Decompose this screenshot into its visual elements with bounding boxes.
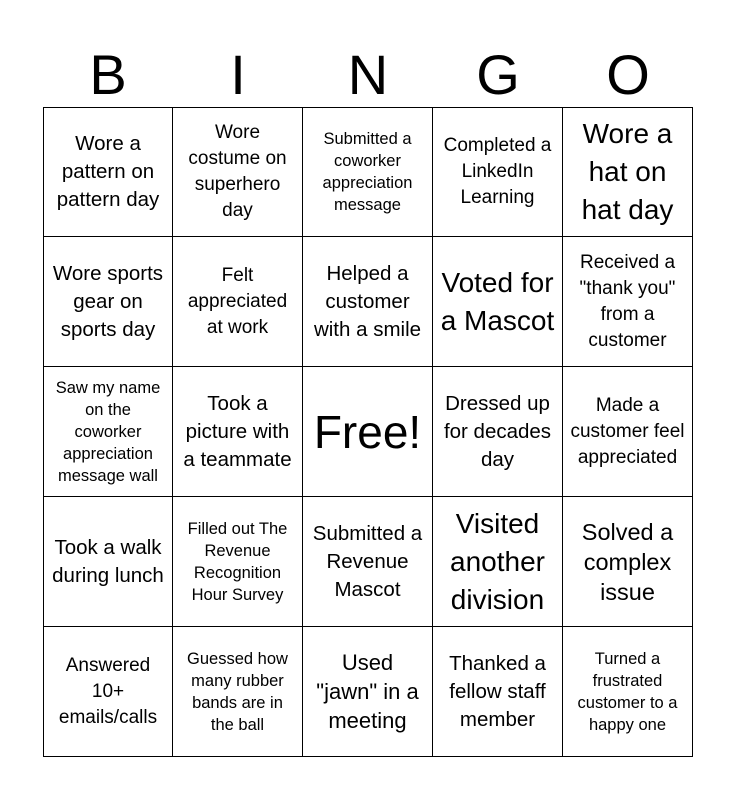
bingo-cell[interactable] (433, 367, 563, 497)
header-letter-i: I (230, 43, 246, 106)
bingo-cell-text: Filled out The Revenue Recognition Hour Survey (187, 519, 288, 604)
bingo-card-grid (43, 107, 693, 757)
bingo-cell[interactable] (563, 107, 693, 237)
bingo-cell-text: Used "jawn" in a meeting (316, 650, 419, 733)
bingo-cell-text: Dressed up for decades day (443, 391, 552, 471)
bingo-cell[interactable] (173, 107, 303, 237)
bingo-cell[interactable] (563, 627, 693, 757)
bingo-cell-text: Answered 10+ emails/calls (58, 654, 158, 728)
bingo-cell-text: Received a "thank you" from a customer (579, 251, 676, 351)
bingo-cell[interactable] (433, 107, 563, 237)
bingo-cell-text: Felt appreciated at work (187, 264, 288, 338)
bingo-cell[interactable] (433, 497, 563, 627)
bingo-cell-text: Took a picture with a teammate (183, 391, 292, 471)
free-space-cell[interactable] (303, 367, 433, 497)
header-letter-b: B (89, 43, 127, 106)
header-letter-o: O (606, 43, 650, 106)
bingo-cell[interactable] (303, 107, 433, 237)
bingo-cell-text: Turned a frustrated customer to a happy one (577, 649, 678, 734)
bingo-cell[interactable] (303, 497, 433, 627)
bingo-cell-text: Thanked a fellow staff member (449, 651, 546, 731)
bingo-cell-text: Took a walk during lunch (52, 535, 164, 587)
bingo-header (43, 44, 693, 106)
bingo-cell[interactable] (173, 237, 303, 367)
bingo-cell-text: Completed a LinkedIn Learning (443, 135, 552, 208)
bingo-cell[interactable] (563, 497, 693, 627)
free-space-text: Free! (313, 405, 422, 458)
bingo-cell[interactable] (43, 367, 173, 497)
bingo-cell[interactable] (563, 367, 693, 497)
bingo-cell-text: Wore a pattern on pattern day (56, 132, 160, 211)
bingo-cell-text: Voted for a Mascot (440, 266, 555, 336)
bingo-cell[interactable] (173, 497, 303, 627)
bingo-cell[interactable] (173, 367, 303, 497)
bingo-cell[interactable] (173, 627, 303, 757)
bingo-cell[interactable] (43, 107, 173, 237)
bingo-cell[interactable] (303, 237, 433, 367)
bingo-cell[interactable] (43, 627, 173, 757)
header-letter-g: G (476, 43, 520, 106)
bingo-cell-text: Saw my name on the coworker appreciation message wall (55, 378, 161, 485)
bingo-cell[interactable] (43, 497, 173, 627)
bingo-cell-text: Made a customer feel appreciated (570, 394, 685, 468)
bingo-cell[interactable] (433, 627, 563, 757)
header-letter-n: N (347, 43, 389, 106)
bingo-cell-text: Guessed how many rubber bands are in the ball (187, 649, 288, 734)
bingo-cell-text: Wore sports gear on sports day (52, 261, 164, 341)
bingo-cell-text: Helped a customer with a smile (313, 261, 422, 341)
bingo-cell-text: Submitted a coworker appreciation message (322, 130, 413, 214)
bingo-cell[interactable] (303, 627, 433, 757)
bingo-cell-text: Visited another division (450, 507, 545, 615)
bingo-cell[interactable] (43, 237, 173, 367)
bingo-cell-text: Wore costume on superhero day (188, 122, 287, 221)
bingo-cell-text: Solved a complex issue (581, 518, 674, 605)
bingo-cell-text: Submitted a Revenue Mascot (312, 521, 423, 601)
bingo-cell[interactable] (433, 237, 563, 367)
bingo-cell-text: Wore a hat on hat day (581, 118, 674, 225)
bingo-cell[interactable] (563, 237, 693, 367)
